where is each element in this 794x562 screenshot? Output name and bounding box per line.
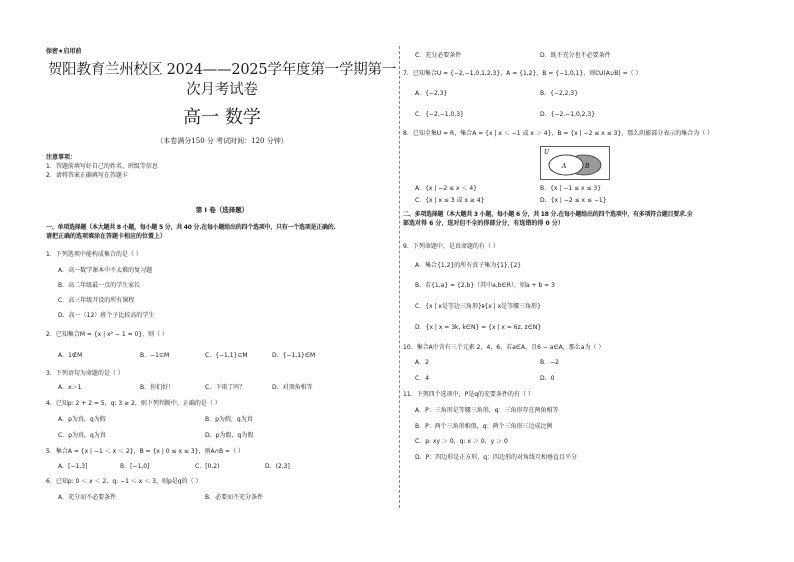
exam-title-line-1: 贺阳教育兰州校区 2024——2025学年度第一学期第一	[47, 62, 397, 78]
q4-option-b: B．p为假，q为真	[205, 416, 253, 423]
section-2-line-2: 部选对得 6 分，选对但不全的得部分分，有选错的得 0 分）	[403, 220, 564, 227]
q11-option-a: A．P：三角形是等腰三角形，q：三角形存在两角相等	[415, 407, 559, 414]
part-heading: 第 I 卷（选择题）	[195, 206, 249, 214]
q7-option-d: D．{−2,−1,0,2,3}	[540, 111, 596, 118]
question-5: 5．集合A = {x | −1 ＜ x ＜ 2}，B = {x | 0 ≤ x ≤ 3}，则A∩B =（ ）	[46, 448, 244, 455]
q8-option-d: D．{x | −2 ≤ x ≤ −1}	[540, 197, 607, 204]
venn-b-label: B	[585, 163, 590, 170]
q1-option-a: A．高一数学课本中不太难的复习题	[58, 267, 153, 274]
q11-option-b: B．P：两个三角形相似，q：两个三角形三边成比例	[415, 423, 553, 430]
section-1-line-1: 一、单项选择题（本大题共 8 小题，每小题 5 分，共 40 分.在每小题给出的四个选项中，只有一个选项是正确的.	[46, 224, 336, 231]
q1-option-d: D．高一（12）班个子比较高的学生	[58, 312, 155, 319]
q9-option-b: B．若{1,a} = {2,b}（其中a,b∈R），则a + b = 3	[415, 282, 555, 289]
q5-option-c: C．[0,2)	[195, 463, 220, 470]
question-9: 9．下列命题中，是真命题的有（ ）	[403, 243, 499, 250]
exam-title	[46, 60, 398, 100]
section-1-heading	[46, 223, 398, 241]
question-10: 10．集合A中含有三个元素 2，4，6，若a∈A，且6 − a∈A，那么a为（ ）	[403, 344, 605, 351]
q8-option-a: A．{x | −2 ≤ x ＜ 4}	[415, 185, 477, 192]
q7-option-c: C．{−2,−1,0,3}	[415, 111, 464, 118]
q11-option-c: C．p: xy ＞ 0，q: x ＞ 0，y ＞ 0	[415, 438, 508, 445]
q3-option-d: D．对顶角相等	[272, 384, 313, 391]
q7-option-a: A．{−2,3}	[415, 90, 448, 97]
note-item: 2．请将答案正确填写在答题卡	[46, 172, 128, 179]
q2-option-d: D．{−1,1}∈M	[272, 352, 316, 359]
question-2: 2．已知集合M = {x | x² − 1 = 0}，则（ ）	[46, 331, 169, 338]
secret-label: 保密★启用前	[46, 48, 82, 55]
q9-option-a: A．集合{1,2}的所有真子集为{1},{2}	[415, 262, 522, 269]
question-8: 8．已知全集U = R，集合A = {x | x ＜ −1 或 x ＞ 4}，B = {x | −2 ≤ x ≤ 3}，那么阴影部分表示的集合为（ ）	[403, 130, 714, 137]
q6-option-b: B．必要而不充分条件	[205, 494, 264, 501]
q2-option-a: A．1∉M	[58, 352, 83, 359]
q9-option-c: C．{x | x是等边三角形}⫋{x | x是等腰三角形}	[415, 303, 541, 310]
q6-option-c: C．充分必要条件	[415, 52, 462, 59]
q1-option-b: B．高二年级最一点的学生家长	[58, 282, 141, 289]
q8-option-b: B．{x | −1 ≤ x ≤ 3}	[540, 185, 602, 192]
q3-option-b: B．你们好！	[140, 384, 175, 391]
notes-heading: 注意事项：	[46, 154, 77, 161]
q11-option-d: D．P：四边形是正方形，q：四边形的对角线互相垂直且平分	[415, 454, 578, 461]
venn-diagram	[540, 146, 610, 180]
q10-option-a: A．2	[415, 359, 429, 366]
question-1: 1．下列选项中能构成集合的是（ ）	[46, 251, 142, 258]
q3-option-c: C．下雨了吗？	[205, 384, 246, 391]
q8-option-c: C．{x | x ≤ 3 或 x ≥ 4}	[415, 197, 485, 204]
section-2-heading	[403, 210, 755, 228]
question-3: 3．下列语句为命题的是（ ）	[46, 370, 124, 377]
question-6: 6．已知p: 0 ＜ x ＜ 2，q: −1 ＜ x ＜ 3，则p是q的（ ）	[46, 478, 202, 485]
notes	[46, 153, 158, 180]
subject-title: 高一 数学	[183, 107, 261, 128]
question-7: 7．已知集合U = {−2,−1,0,1,2,3}，A = {1,2}，B = {−1,0,1}，则∁U(A∪B) =（ ）	[403, 70, 642, 77]
q2-option-c: C．{−1,1}⊆M	[205, 352, 248, 359]
question-4: 4．已知p: 2 + 2 = 5，q: 3 ≥ 2，则下列判断中，正确的是（ ）	[46, 400, 221, 407]
q5-option-b: B．[−1,0]	[120, 463, 150, 470]
q6-option-d: D．既不充分也不必要条件	[540, 52, 611, 59]
exam-title-line-2: 次月考试卷	[186, 82, 258, 98]
q2-option-b: B．−1⊆M	[140, 352, 170, 359]
q4-option-d: D．p为假，q为假	[205, 432, 254, 439]
q7-option-b: B．{−2,2,3}	[540, 90, 579, 97]
q1-option-c: C．高三年级开设的所有课程	[58, 297, 135, 304]
q3-option-a: A．x＞1	[58, 384, 82, 391]
q9-option-d: D．{x | x = 3k, k∈N} = {x | x = 6z, z∈N}	[415, 324, 542, 331]
q4-option-c: C．p为真，q为真	[58, 432, 106, 439]
q10-option-b: B．−2	[540, 359, 559, 366]
venn-a-label: A	[562, 163, 567, 170]
question-11: 11．下列四个选项中，P是q的充要条件的有（ ）	[403, 391, 534, 398]
section-1-line-2: 请把正确的选项填涂在答题卡相应的位置上）	[46, 233, 167, 240]
venn-u-label: U	[544, 149, 550, 156]
column-divider	[399, 46, 400, 508]
q4-option-a: A．p为真，q为假	[58, 416, 106, 423]
q10-option-d: D．0	[540, 375, 555, 382]
exam-info: （本卷满分150 分 考试时间：120 分钟）	[156, 137, 288, 145]
section-2-line-1: 二、多项选择题（本大题共 3 小题，每小题 6 分，共 18 分.在每小题给出的四个选项中，有多项符合题目要求.全	[403, 211, 693, 218]
q5-option-a: A．[−1,3]	[58, 463, 88, 470]
note-item: 1．答题前填写好自己的姓名、班级等信息	[46, 163, 158, 170]
q6-option-a: A．充分而不必要条件	[58, 494, 117, 501]
q10-option-c: C．4	[415, 375, 430, 382]
q5-option-d: D．(2,3]	[265, 463, 290, 470]
